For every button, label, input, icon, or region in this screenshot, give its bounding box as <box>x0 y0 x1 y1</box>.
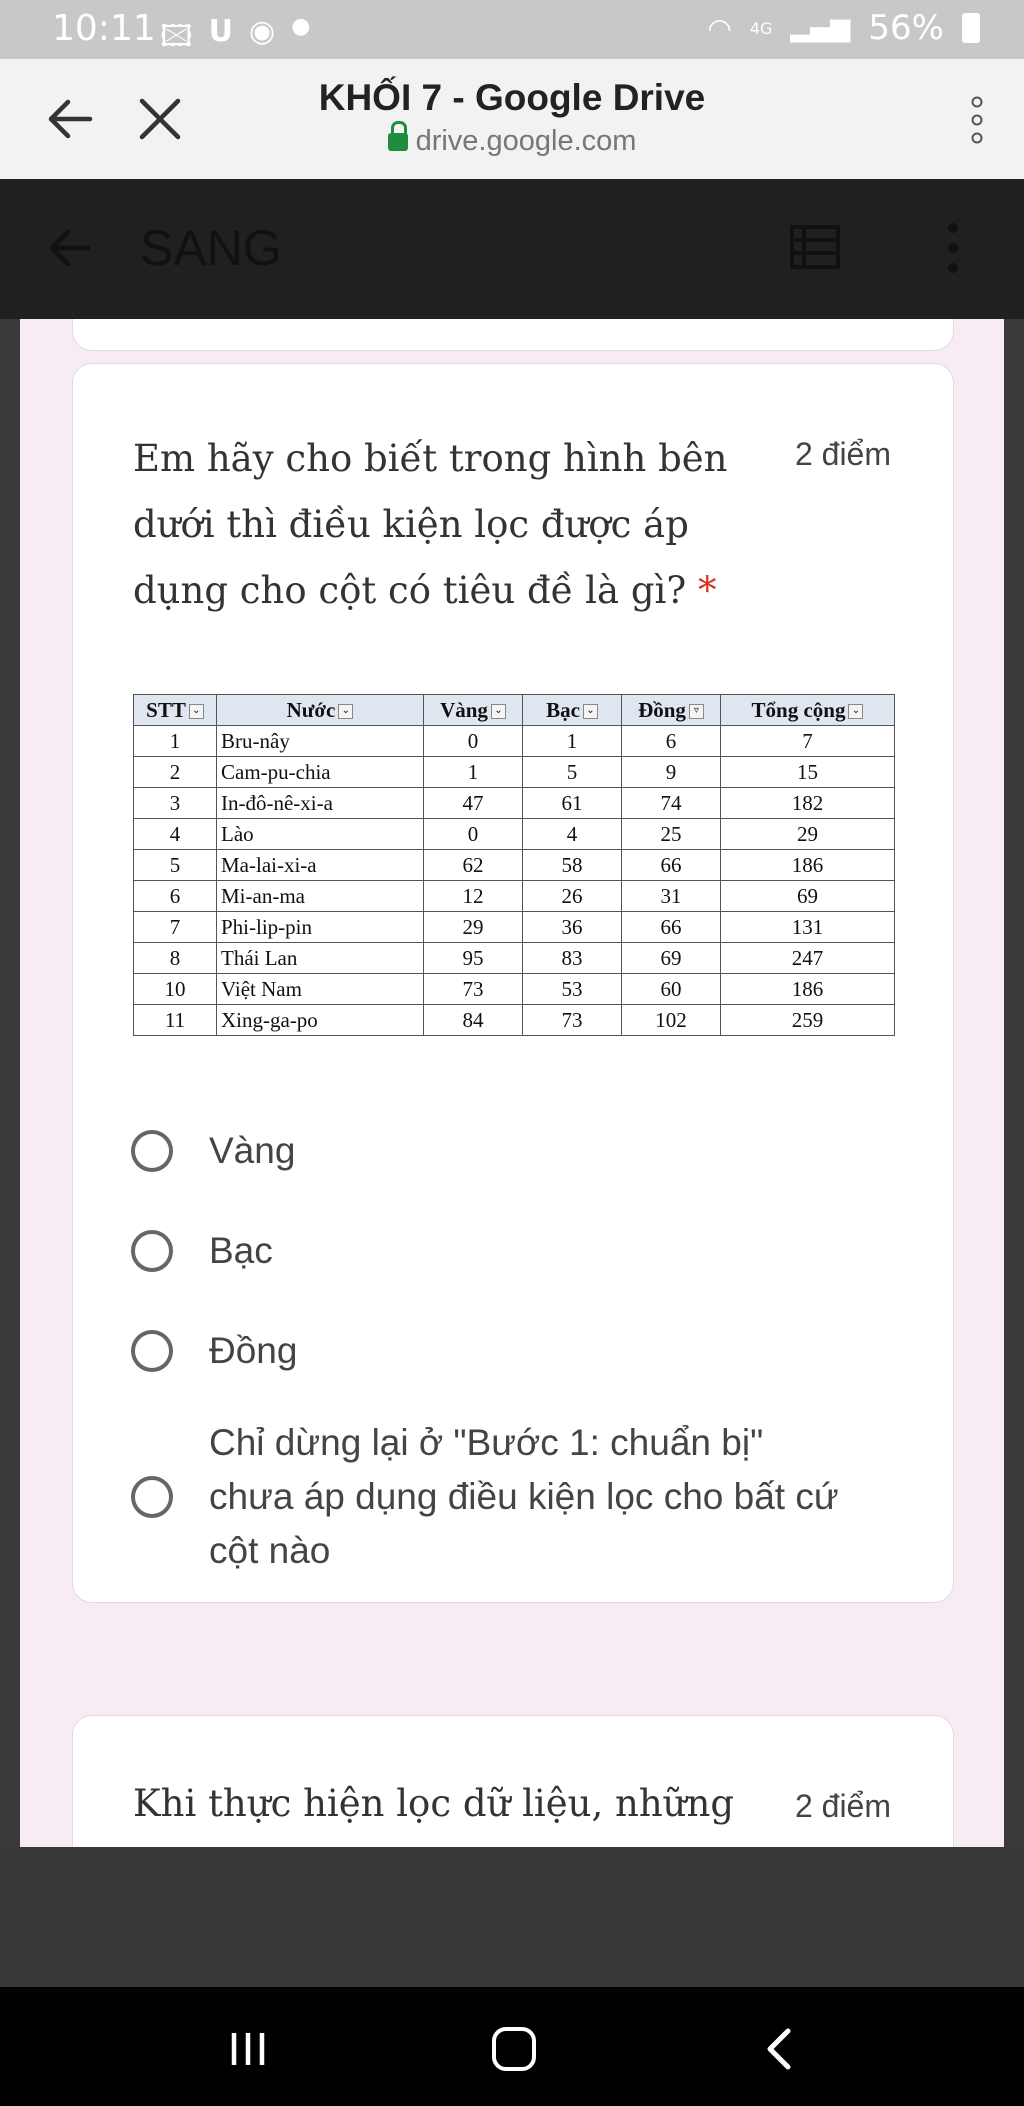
table-cell: 58 <box>523 850 622 881</box>
status-right <box>707 8 980 48</box>
navigation-bar <box>0 1987 1024 2106</box>
table-cell: 186 <box>721 850 895 881</box>
medal-table <box>133 694 895 1036</box>
table-header: Nước ⌄ <box>217 695 424 726</box>
filter-dropdown-icon: ⌄ <box>189 704 204 719</box>
table-row <box>134 1005 895 1036</box>
table-cell: 1 <box>523 726 622 757</box>
table-cell: 66 <box>622 912 721 943</box>
table-cell: 7 <box>134 912 217 943</box>
radio-button[interactable] <box>131 1330 173 1372</box>
table-cell: 73 <box>523 1005 622 1036</box>
table-cell: 4 <box>134 819 217 850</box>
table-cell: 31 <box>622 881 721 912</box>
table-cell: 83 <box>523 943 622 974</box>
table-row <box>134 850 895 881</box>
table-cell: 6 <box>622 726 721 757</box>
option-not-applied[interactable] <box>131 1416 849 1578</box>
table-cell: 182 <box>721 788 895 819</box>
table-cell: Phi-lip-pin <box>217 912 424 943</box>
table-cell: 8 <box>134 943 217 974</box>
table-row <box>134 881 895 912</box>
table-cell: 60 <box>622 974 721 1005</box>
table-row <box>134 943 895 974</box>
dim-overlay-bottom <box>0 1847 1024 1987</box>
table-cell: 9 <box>622 757 721 788</box>
table-cell: 84 <box>424 1005 523 1036</box>
table-row <box>134 726 895 757</box>
table-cell: 29 <box>721 819 895 850</box>
table-cell: 69 <box>721 881 895 912</box>
table-row <box>134 757 895 788</box>
table-cell: 0 <box>424 726 523 757</box>
table-cell: Bru-nây <box>217 726 424 757</box>
table-cell: 61 <box>523 788 622 819</box>
table-header: Bạc ⌄ <box>523 695 622 726</box>
table-row <box>134 912 895 943</box>
table-header: Vàng ⌄ <box>424 695 523 726</box>
back-nav-icon[interactable] <box>760 2027 800 2071</box>
table-cell: Mi-an-ma <box>217 881 424 912</box>
table-cell: 15 <box>721 757 895 788</box>
table-cell: 26 <box>523 881 622 912</box>
more-vert-icon[interactable] <box>945 221 961 275</box>
required-mark: * <box>697 569 717 612</box>
u-icon: U <box>208 14 234 49</box>
table-cell: 47 <box>424 788 523 819</box>
status-time: 10:11 <box>52 8 156 49</box>
filter-dropdown-icon: ⌄ <box>338 704 353 719</box>
table-cell: 25 <box>622 819 721 850</box>
table-cell: 62 <box>424 850 523 881</box>
wifi-icon: ◠ <box>707 11 732 45</box>
table-cell: 6 <box>134 881 217 912</box>
table-cell: 53 <box>523 974 622 1005</box>
table-cell: 29 <box>424 912 523 943</box>
radio-button[interactable] <box>131 1476 173 1518</box>
table-row <box>134 974 895 1005</box>
table-cell: Thái Lan <box>217 943 424 974</box>
table-cell: 73 <box>424 974 523 1005</box>
option-bac[interactable] <box>131 1224 849 1278</box>
dot-icon: ● <box>291 14 311 39</box>
question-text <box>133 426 773 624</box>
more-vert-icon[interactable] <box>970 95 984 145</box>
gallery-icon: 🖾 <box>160 19 193 54</box>
table-cell: 66 <box>622 850 721 881</box>
filter-dropdown-icon: ⌄ <box>491 704 506 719</box>
question-points: 2 điểm <box>794 1788 891 1824</box>
battery-icon <box>962 13 980 43</box>
table-cell: 1 <box>134 726 217 757</box>
filter-active-icon: ▿ <box>689 704 704 719</box>
table-cell: Xing-ga-po <box>217 1005 424 1036</box>
option-label: Chỉ dừng lại ở "Bước 1: chuẩn bị" chưa áp dụng điều kiện lọc cho bất cứ cột nào <box>209 1422 839 1571</box>
lock-icon <box>388 133 408 151</box>
page-title: KHỐI 7 - Google Drive <box>318 77 706 118</box>
option-label: Vàng <box>209 1130 296 1171</box>
url-display[interactable] <box>0 125 1024 158</box>
recent-apps-icon[interactable] <box>228 2031 268 2067</box>
network-label: 4G <box>749 18 773 38</box>
filter-dropdown-icon: ⌄ <box>848 704 863 719</box>
table-header: Tổng cộng ⌄ <box>721 695 895 726</box>
table-row <box>134 788 895 819</box>
table-cell: 11 <box>134 1005 217 1036</box>
table-cell: 186 <box>721 974 895 1005</box>
table-cell: 36 <box>523 912 622 943</box>
question-label: Em hãy cho biết trong hình bên dưới thì điều kiện lọc được áp dụng cho cột có tiêu đề là gì? <box>133 437 728 612</box>
table-cell: 12 <box>424 881 523 912</box>
table-cell: 7 <box>721 726 895 757</box>
table-cell: 95 <box>424 943 523 974</box>
table-cell: 102 <box>622 1005 721 1036</box>
table-cell: Ma-lai-xi-a <box>217 850 424 881</box>
table-cell: 247 <box>721 943 895 974</box>
question-text: Khi thực hiện lọc dữ liệu, những <box>133 1782 735 1825</box>
table-row <box>134 819 895 850</box>
question-points: 2 điểm <box>794 436 891 472</box>
radio-button[interactable] <box>131 1230 173 1272</box>
table-cell: 69 <box>622 943 721 974</box>
table-cell: Lào <box>217 819 424 850</box>
chrome-icon: ◉ <box>249 14 276 49</box>
next-question-card <box>72 1715 954 1847</box>
option-vang[interactable] <box>131 1124 849 1178</box>
drive-app-bar <box>0 179 1024 319</box>
signal-icon: ▂▄▆ <box>790 13 851 43</box>
option-label: Bạc <box>209 1230 273 1271</box>
table-cell: 74 <box>622 788 721 819</box>
table-header: STT ⌄ <box>134 695 217 726</box>
table-cell: 5 <box>134 850 217 881</box>
table-cell: 4 <box>523 819 622 850</box>
table-header-row <box>134 695 895 726</box>
option-dong[interactable] <box>131 1324 849 1378</box>
table-cell: 5 <box>523 757 622 788</box>
radio-button[interactable] <box>131 1130 173 1172</box>
table-cell: Cam-pu-chia <box>217 757 424 788</box>
question-card <box>72 363 954 1603</box>
table-cell: 259 <box>721 1005 895 1036</box>
status-bar <box>0 0 1024 59</box>
table-cell: 1 <box>424 757 523 788</box>
table-cell: 2 <box>134 757 217 788</box>
folder-title: SANG <box>140 220 282 276</box>
url-text: drive.google.com <box>415 125 637 157</box>
form-page <box>20 319 1004 1847</box>
table-cell: In-đô-nê-xi-a <box>217 788 424 819</box>
table-cell: 0 <box>424 819 523 850</box>
filter-dropdown-icon: ⌄ <box>583 704 598 719</box>
notification-icons <box>160 14 310 65</box>
option-label: Đồng <box>209 1330 298 1371</box>
table-cell: 131 <box>721 912 895 943</box>
table-cell: Việt Nam <box>217 974 424 1005</box>
table-cell: 3 <box>134 788 217 819</box>
battery-percent: 56% <box>868 8 944 48</box>
list-view-icon[interactable] <box>790 225 840 269</box>
table-cell: 10 <box>134 974 217 1005</box>
table-header: Đồng ▿ <box>622 695 721 726</box>
back-arrow-icon[interactable] <box>44 223 94 273</box>
home-icon[interactable] <box>492 2027 536 2071</box>
browser-bar <box>0 59 1024 179</box>
previous-question-card <box>72 319 954 351</box>
